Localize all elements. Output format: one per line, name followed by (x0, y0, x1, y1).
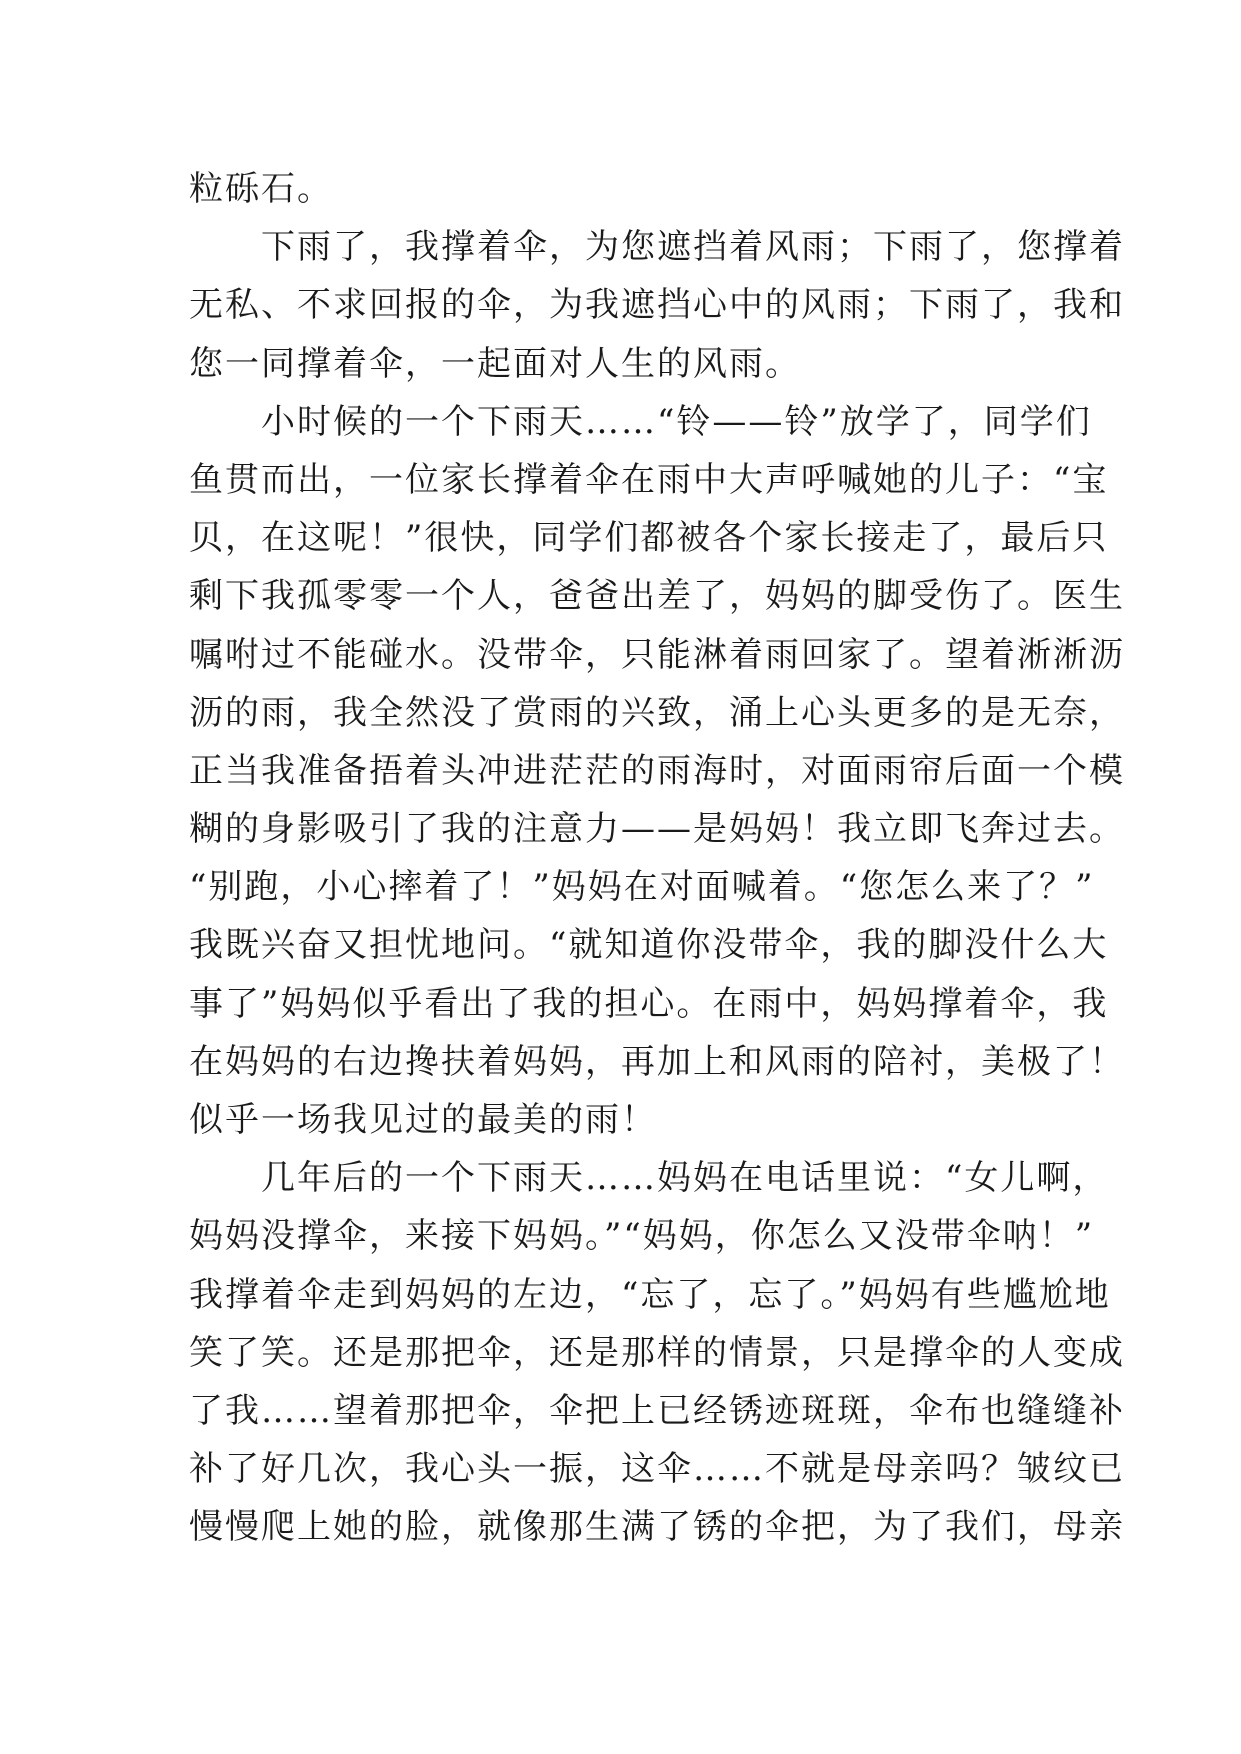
text-line-4: 您一同撑着伞，一起面对人生的风雨。 (189, 343, 801, 384)
text-line-24: 慢慢爬上她的脸，就像那生满了锈的伞把，为了我们，母亲 (189, 1507, 1125, 1548)
text-line-16: 在妈妈的右边搀扶着妈妈，再加上和风雨的陪衬，美极了！ (189, 1041, 1125, 1082)
text-line-10: 沥的雨，我全然没了赏雨的兴致，涌上心头更多的是无奈， (189, 692, 1125, 733)
text-line-1: 粒砾石。 (189, 169, 333, 209)
document-body (189, 160, 1125, 1557)
text-line-8: 剩下我孤零零一个人，爸爸出差了，妈妈的脚受伤了。医生 (189, 576, 1125, 617)
text-line-7: 贝，在这呢！”很快，同学们都被各个家长接走了，最后只 (189, 518, 1109, 559)
text-line-19: 妈妈没撑伞，来接下妈妈。”“妈妈，你怎么又没带伞呐！” (189, 1216, 1095, 1257)
text-line-23: 补了好几次，我心头一振，这伞……不就是母亲吗？皱纹已 (189, 1449, 1125, 1490)
text-line-13: “别跑，小心摔着了！”妈妈在对面喊着。“您怎么来了？” (189, 867, 1095, 908)
text-line-11: 正当我准备捂着头冲进茫茫的雨海时，对面雨帘后面一个模 (189, 750, 1125, 791)
text-line-12: 糊的身影吸引了我的注意力——是妈妈！我立即飞奔过去。 (189, 809, 1125, 850)
text-line-9: 嘱咐过不能碰水。没带伞，只能淋着雨回家了。望着淅淅沥 (189, 634, 1125, 675)
text-line-2: 下雨了，我撑着伞，为您遮挡着风雨；下雨了，您撑着 (189, 227, 1125, 268)
text-line-17: 似乎一场我见过的最美的雨！ (189, 1100, 657, 1140)
text-line-21: 笑了笑。还是那把伞，还是那样的情景，只是撑伞的人变成 (189, 1332, 1125, 1373)
text-line-3: 无私、不求回报的伞，为我遮挡心中的风雨；下雨了，我和 (189, 285, 1125, 326)
text-line-6: 鱼贯而出，一位家长撑着伞在雨中大声呼喊她的儿子：“宝 (189, 459, 1109, 500)
text-line-20: 我撑着伞走到妈妈的左边，“忘了，忘了。”妈妈有些尴尬地 (189, 1274, 1111, 1315)
text-line-22: 了我……望着那把伞，伞把上已经锈迹斑斑，伞布也缝缝补 (189, 1390, 1125, 1431)
text-line-18: 几年后的一个下雨天……妈妈在电话里说：“女儿啊， (189, 1158, 1109, 1199)
text-line-14: 我既兴奋又担忧地问。“就知道你没带伞，我的脚没什么大 (189, 925, 1109, 966)
text-line-15: 事了”妈妈似乎看出了我的担心。在雨中，妈妈撑着伞，我 (189, 983, 1109, 1024)
text-line-5: 小时候的一个下雨天……“铃——铃”放学了，同学们 (189, 401, 1092, 442)
